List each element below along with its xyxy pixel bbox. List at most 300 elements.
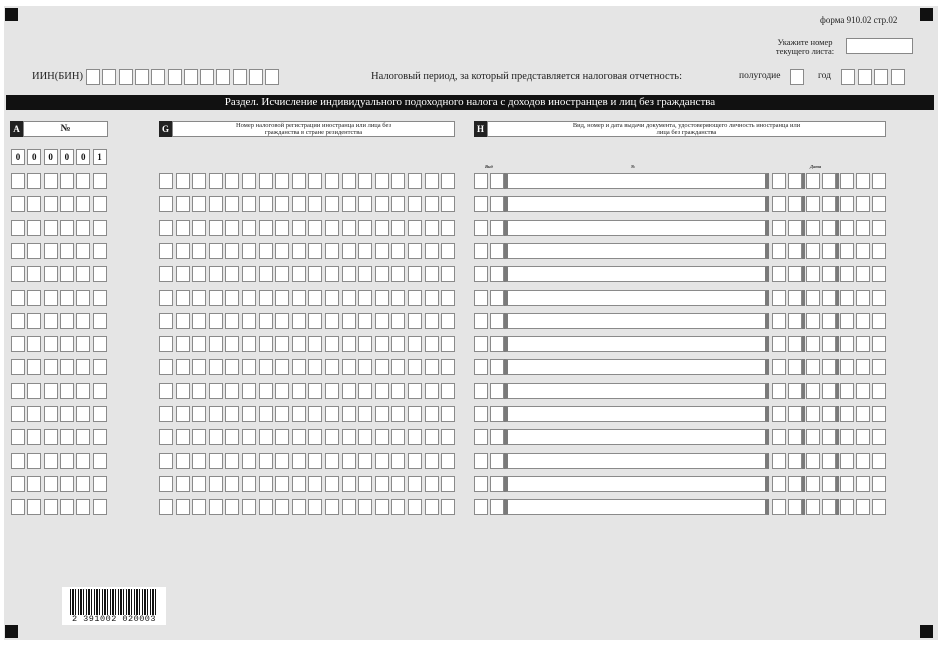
row-number-cell[interactable] <box>11 243 25 259</box>
doc-type-cell[interactable] <box>490 313 504 329</box>
registration-number-cell[interactable] <box>342 499 356 515</box>
iin-cell[interactable] <box>135 69 149 85</box>
registration-number-cell[interactable] <box>408 173 422 189</box>
registration-number-cell[interactable] <box>259 266 273 282</box>
registration-number-cell[interactable] <box>425 196 439 212</box>
doc-date-cell[interactable] <box>772 359 786 375</box>
doc-type-cell[interactable] <box>474 266 488 282</box>
doc-date-cell[interactable] <box>806 313 820 329</box>
registration-number-cell[interactable] <box>375 499 389 515</box>
registration-number-cell[interactable] <box>292 173 306 189</box>
registration-number-cell[interactable] <box>225 266 239 282</box>
row-number-cell[interactable] <box>93 196 107 212</box>
registration-number-cell[interactable] <box>292 453 306 469</box>
row-number-cell[interactable] <box>93 406 107 422</box>
row-number-cell[interactable] <box>76 266 90 282</box>
registration-number-cell[interactable] <box>391 173 405 189</box>
doc-date-cell[interactable] <box>806 359 820 375</box>
doc-type-cell[interactable] <box>474 313 488 329</box>
registration-number-cell[interactable] <box>342 406 356 422</box>
registration-number-cell[interactable] <box>358 383 372 399</box>
doc-date-cell[interactable] <box>788 499 802 515</box>
doc-date-cell[interactable] <box>772 243 786 259</box>
registration-number-cell[interactable] <box>192 406 206 422</box>
registration-number-cell[interactable] <box>358 453 372 469</box>
registration-number-cell[interactable] <box>192 429 206 445</box>
doc-date-cell[interactable] <box>822 266 836 282</box>
doc-date-cell[interactable] <box>856 383 870 399</box>
registration-number-cell[interactable] <box>375 196 389 212</box>
row-number-cell[interactable] <box>76 196 90 212</box>
registration-number-cell[interactable] <box>242 429 256 445</box>
doc-type-cell[interactable] <box>490 453 504 469</box>
registration-number-cell[interactable] <box>176 453 190 469</box>
registration-number-cell[interactable] <box>358 359 372 375</box>
row-number-cell[interactable] <box>76 359 90 375</box>
registration-number-cell[interactable] <box>308 243 322 259</box>
iin-cell[interactable] <box>200 69 214 85</box>
doc-date-cell[interactable] <box>822 453 836 469</box>
doc-number-input[interactable] <box>504 290 769 306</box>
registration-number-cell[interactable] <box>159 383 173 399</box>
doc-date-cell[interactable] <box>840 499 854 515</box>
doc-date-cell[interactable] <box>772 429 786 445</box>
registration-number-cell[interactable] <box>325 313 339 329</box>
registration-number-cell[interactable] <box>225 290 239 306</box>
registration-number-cell[interactable] <box>325 429 339 445</box>
registration-number-cell[interactable] <box>242 173 256 189</box>
registration-number-cell[interactable] <box>242 290 256 306</box>
registration-number-cell[interactable] <box>408 499 422 515</box>
registration-number-cell[interactable] <box>176 429 190 445</box>
registration-number-cell[interactable] <box>441 313 455 329</box>
registration-number-cell[interactable] <box>159 266 173 282</box>
registration-number-cell[interactable] <box>275 243 289 259</box>
registration-number-cell[interactable] <box>192 290 206 306</box>
registration-number-cell[interactable] <box>342 453 356 469</box>
registration-number-cell[interactable] <box>259 406 273 422</box>
registration-number-cell[interactable] <box>441 476 455 492</box>
doc-date-cell[interactable] <box>856 196 870 212</box>
registration-number-cell[interactable] <box>176 266 190 282</box>
registration-number-cell[interactable] <box>358 196 372 212</box>
registration-number-cell[interactable] <box>192 359 206 375</box>
row-number-cell[interactable] <box>11 499 25 515</box>
registration-number-cell[interactable] <box>259 476 273 492</box>
registration-number-cell[interactable] <box>308 196 322 212</box>
doc-date-cell[interactable] <box>840 336 854 352</box>
registration-number-cell[interactable] <box>308 383 322 399</box>
registration-number-cell[interactable] <box>308 173 322 189</box>
registration-number-cell[interactable] <box>225 220 239 236</box>
registration-number-cell[interactable] <box>176 173 190 189</box>
doc-date-cell[interactable] <box>806 243 820 259</box>
row-number-cell[interactable] <box>60 453 74 469</box>
registration-number-cell[interactable] <box>275 220 289 236</box>
registration-number-cell[interactable] <box>391 406 405 422</box>
row-number-cell[interactable] <box>60 196 74 212</box>
row-number-cell[interactable] <box>60 243 74 259</box>
registration-number-cell[interactable] <box>259 290 273 306</box>
doc-date-cell[interactable] <box>788 406 802 422</box>
row-number-cell[interactable] <box>11 476 25 492</box>
registration-number-cell[interactable] <box>342 429 356 445</box>
doc-date-cell[interactable] <box>806 336 820 352</box>
registration-number-cell[interactable] <box>176 243 190 259</box>
registration-number-cell[interactable] <box>192 243 206 259</box>
doc-date-cell[interactable] <box>872 406 886 422</box>
doc-date-cell[interactable] <box>788 313 802 329</box>
row-number-cell[interactable] <box>76 336 90 352</box>
registration-number-cell[interactable] <box>292 336 306 352</box>
row-number-cell[interactable] <box>60 359 74 375</box>
registration-number-cell[interactable] <box>159 290 173 306</box>
registration-number-cell[interactable] <box>358 173 372 189</box>
doc-type-cell[interactable] <box>474 290 488 306</box>
doc-number-input[interactable] <box>504 266 769 282</box>
registration-number-cell[interactable] <box>225 173 239 189</box>
doc-type-cell[interactable] <box>490 243 504 259</box>
row-number-cell[interactable] <box>27 429 41 445</box>
row-number-cell[interactable] <box>44 173 58 189</box>
registration-number-cell[interactable] <box>325 476 339 492</box>
doc-date-cell[interactable] <box>806 266 820 282</box>
row-number-cell[interactable] <box>60 499 74 515</box>
doc-type-cell[interactable] <box>474 429 488 445</box>
doc-date-cell[interactable] <box>822 173 836 189</box>
registration-number-cell[interactable] <box>375 290 389 306</box>
registration-number-cell[interactable] <box>209 196 223 212</box>
registration-number-cell[interactable] <box>342 313 356 329</box>
registration-number-cell[interactable] <box>308 429 322 445</box>
doc-date-cell[interactable] <box>822 243 836 259</box>
registration-number-cell[interactable] <box>275 359 289 375</box>
registration-number-cell[interactable] <box>192 383 206 399</box>
registration-number-cell[interactable] <box>159 429 173 445</box>
registration-number-cell[interactable] <box>375 313 389 329</box>
doc-date-cell[interactable] <box>772 220 786 236</box>
registration-number-cell[interactable] <box>325 266 339 282</box>
doc-type-cell[interactable] <box>474 359 488 375</box>
registration-number-cell[interactable] <box>391 266 405 282</box>
registration-number-cell[interactable] <box>391 243 405 259</box>
registration-number-cell[interactable] <box>225 196 239 212</box>
registration-number-cell[interactable] <box>375 453 389 469</box>
registration-number-cell[interactable] <box>176 290 190 306</box>
row-number-cell[interactable] <box>76 499 90 515</box>
registration-number-cell[interactable] <box>275 336 289 352</box>
registration-number-cell[interactable] <box>441 196 455 212</box>
doc-date-cell[interactable] <box>788 290 802 306</box>
registration-number-cell[interactable] <box>425 173 439 189</box>
row-number-cell[interactable] <box>44 383 58 399</box>
registration-number-cell[interactable] <box>242 453 256 469</box>
registration-number-cell[interactable] <box>325 173 339 189</box>
registration-number-cell[interactable] <box>308 313 322 329</box>
doc-type-cell[interactable] <box>474 336 488 352</box>
doc-date-cell[interactable] <box>788 336 802 352</box>
doc-date-cell[interactable] <box>822 313 836 329</box>
registration-number-cell[interactable] <box>441 220 455 236</box>
row-number-cell[interactable] <box>11 336 25 352</box>
registration-number-cell[interactable] <box>391 336 405 352</box>
registration-number-cell[interactable] <box>441 406 455 422</box>
registration-number-cell[interactable] <box>308 476 322 492</box>
registration-number-cell[interactable] <box>159 453 173 469</box>
registration-number-cell[interactable] <box>391 290 405 306</box>
iin-cell[interactable] <box>233 69 247 85</box>
registration-number-cell[interactable] <box>242 359 256 375</box>
registration-number-cell[interactable] <box>391 429 405 445</box>
doc-date-cell[interactable] <box>822 499 836 515</box>
registration-number-cell[interactable] <box>159 336 173 352</box>
registration-number-cell[interactable] <box>292 313 306 329</box>
registration-number-cell[interactable] <box>425 476 439 492</box>
doc-number-input[interactable] <box>504 243 769 259</box>
registration-number-cell[interactable] <box>292 429 306 445</box>
doc-date-cell[interactable] <box>872 173 886 189</box>
registration-number-cell[interactable] <box>408 266 422 282</box>
registration-number-cell[interactable] <box>308 406 322 422</box>
doc-type-cell[interactable] <box>490 383 504 399</box>
doc-date-cell[interactable] <box>856 243 870 259</box>
half-year-input[interactable] <box>790 69 804 85</box>
registration-number-cell[interactable] <box>408 453 422 469</box>
doc-number-input[interactable] <box>504 173 769 189</box>
doc-date-cell[interactable] <box>872 429 886 445</box>
registration-number-cell[interactable] <box>342 336 356 352</box>
registration-number-cell[interactable] <box>209 313 223 329</box>
doc-type-cell[interactable] <box>474 220 488 236</box>
registration-number-cell[interactable] <box>308 290 322 306</box>
doc-date-cell[interactable] <box>872 476 886 492</box>
doc-date-cell[interactable] <box>856 220 870 236</box>
registration-number-cell[interactable] <box>441 429 455 445</box>
registration-number-cell[interactable] <box>391 196 405 212</box>
doc-type-cell[interactable] <box>490 220 504 236</box>
row-number-cell[interactable] <box>27 266 41 282</box>
registration-number-cell[interactable] <box>408 429 422 445</box>
registration-number-cell[interactable] <box>292 243 306 259</box>
doc-date-cell[interactable] <box>806 383 820 399</box>
iin-cell[interactable] <box>168 69 182 85</box>
registration-number-cell[interactable] <box>358 476 372 492</box>
registration-number-cell[interactable] <box>391 476 405 492</box>
registration-number-cell[interactable] <box>342 243 356 259</box>
row-number-cell[interactable] <box>44 336 58 352</box>
registration-number-cell[interactable] <box>358 499 372 515</box>
registration-number-cell[interactable] <box>275 453 289 469</box>
registration-number-cell[interactable] <box>358 429 372 445</box>
doc-number-input[interactable] <box>504 220 769 236</box>
row-number-cell[interactable] <box>11 359 25 375</box>
registration-number-cell[interactable] <box>192 196 206 212</box>
row-number-cell[interactable] <box>60 173 74 189</box>
row-number-cell[interactable] <box>27 313 41 329</box>
registration-number-cell[interactable] <box>425 499 439 515</box>
doc-type-cell[interactable] <box>490 359 504 375</box>
registration-number-cell[interactable] <box>192 453 206 469</box>
registration-number-cell[interactable] <box>242 336 256 352</box>
registration-number-cell[interactable] <box>342 196 356 212</box>
doc-date-cell[interactable] <box>822 359 836 375</box>
registration-number-cell[interactable] <box>425 383 439 399</box>
doc-date-cell[interactable] <box>822 383 836 399</box>
registration-number-cell[interactable] <box>209 406 223 422</box>
registration-number-cell[interactable] <box>375 383 389 399</box>
doc-number-input[interactable] <box>504 429 769 445</box>
registration-number-cell[interactable] <box>259 313 273 329</box>
registration-number-cell[interactable] <box>192 220 206 236</box>
doc-date-cell[interactable] <box>856 290 870 306</box>
registration-number-cell[interactable] <box>308 359 322 375</box>
doc-date-cell[interactable] <box>772 476 786 492</box>
doc-type-cell[interactable] <box>474 476 488 492</box>
registration-number-cell[interactable] <box>159 499 173 515</box>
doc-date-cell[interactable] <box>806 290 820 306</box>
row-number-cell[interactable] <box>93 290 107 306</box>
registration-number-cell[interactable] <box>209 359 223 375</box>
registration-number-cell[interactable] <box>176 220 190 236</box>
registration-number-cell[interactable] <box>408 383 422 399</box>
doc-date-cell[interactable] <box>788 359 802 375</box>
doc-date-cell[interactable] <box>806 453 820 469</box>
registration-number-cell[interactable] <box>275 290 289 306</box>
row-number-cell[interactable] <box>60 313 74 329</box>
doc-date-cell[interactable] <box>788 173 802 189</box>
registration-number-cell[interactable] <box>375 173 389 189</box>
registration-number-cell[interactable] <box>358 313 372 329</box>
registration-number-cell[interactable] <box>225 429 239 445</box>
row-number-cell[interactable] <box>93 383 107 399</box>
registration-number-cell[interactable] <box>259 243 273 259</box>
row-number-cell[interactable] <box>93 313 107 329</box>
doc-type-cell[interactable] <box>490 499 504 515</box>
row-number-cell[interactable] <box>44 406 58 422</box>
doc-number-input[interactable] <box>504 383 769 399</box>
doc-date-cell[interactable] <box>822 220 836 236</box>
doc-date-cell[interactable] <box>856 453 870 469</box>
doc-date-cell[interactable] <box>772 406 786 422</box>
registration-number-cell[interactable] <box>275 499 289 515</box>
doc-date-cell[interactable] <box>822 406 836 422</box>
doc-date-cell[interactable] <box>840 290 854 306</box>
registration-number-cell[interactable] <box>375 429 389 445</box>
registration-number-cell[interactable] <box>159 476 173 492</box>
sheet-number-input[interactable] <box>846 38 913 54</box>
registration-number-cell[interactable] <box>192 336 206 352</box>
year-cell[interactable] <box>891 69 905 85</box>
iin-cell[interactable] <box>265 69 279 85</box>
registration-number-cell[interactable] <box>225 499 239 515</box>
registration-number-cell[interactable] <box>292 383 306 399</box>
row-number-cell[interactable] <box>60 266 74 282</box>
row-number-cell[interactable] <box>76 429 90 445</box>
doc-date-cell[interactable] <box>772 290 786 306</box>
doc-date-cell[interactable] <box>772 336 786 352</box>
registration-number-cell[interactable] <box>242 196 256 212</box>
registration-number-cell[interactable] <box>342 359 356 375</box>
registration-number-cell[interactable] <box>441 290 455 306</box>
registration-number-cell[interactable] <box>325 243 339 259</box>
registration-number-cell[interactable] <box>325 220 339 236</box>
registration-number-cell[interactable] <box>292 220 306 236</box>
row-number-cell[interactable] <box>76 383 90 399</box>
doc-type-cell[interactable] <box>490 196 504 212</box>
doc-date-cell[interactable] <box>788 383 802 399</box>
registration-number-cell[interactable] <box>259 359 273 375</box>
row-number-cell[interactable] <box>11 313 25 329</box>
registration-number-cell[interactable] <box>159 406 173 422</box>
registration-number-cell[interactable] <box>292 406 306 422</box>
doc-number-input[interactable] <box>504 313 769 329</box>
doc-number-input[interactable] <box>504 406 769 422</box>
doc-date-cell[interactable] <box>856 336 870 352</box>
doc-date-cell[interactable] <box>840 243 854 259</box>
registration-number-cell[interactable] <box>225 406 239 422</box>
registration-number-cell[interactable] <box>391 499 405 515</box>
doc-date-cell[interactable] <box>840 220 854 236</box>
row-number-cell[interactable] <box>44 499 58 515</box>
registration-number-cell[interactable] <box>225 359 239 375</box>
iin-cell[interactable] <box>119 69 133 85</box>
registration-number-cell[interactable] <box>176 406 190 422</box>
registration-number-cell[interactable] <box>159 220 173 236</box>
doc-date-cell[interactable] <box>806 406 820 422</box>
doc-date-cell[interactable] <box>772 313 786 329</box>
registration-number-cell[interactable] <box>209 173 223 189</box>
doc-date-cell[interactable] <box>872 453 886 469</box>
registration-number-cell[interactable] <box>375 406 389 422</box>
registration-number-cell[interactable] <box>391 359 405 375</box>
registration-number-cell[interactable] <box>325 196 339 212</box>
registration-number-cell[interactable] <box>425 313 439 329</box>
row-number-cell[interactable] <box>27 243 41 259</box>
registration-number-cell[interactable] <box>176 476 190 492</box>
iin-cell[interactable] <box>151 69 165 85</box>
registration-number-cell[interactable] <box>441 499 455 515</box>
registration-number-cell[interactable] <box>225 453 239 469</box>
registration-number-cell[interactable] <box>209 266 223 282</box>
registration-number-cell[interactable] <box>242 406 256 422</box>
registration-number-cell[interactable] <box>325 453 339 469</box>
doc-date-cell[interactable] <box>872 499 886 515</box>
registration-number-cell[interactable] <box>375 266 389 282</box>
doc-date-cell[interactable] <box>856 406 870 422</box>
row-number-cell[interactable] <box>44 359 58 375</box>
registration-number-cell[interactable] <box>225 243 239 259</box>
doc-date-cell[interactable] <box>788 453 802 469</box>
registration-number-cell[interactable] <box>408 406 422 422</box>
registration-number-cell[interactable] <box>408 196 422 212</box>
doc-date-cell[interactable] <box>772 383 786 399</box>
registration-number-cell[interactable] <box>375 336 389 352</box>
iin-cell[interactable] <box>86 69 100 85</box>
registration-number-cell[interactable] <box>225 383 239 399</box>
doc-date-cell[interactable] <box>872 243 886 259</box>
iin-cell[interactable] <box>102 69 116 85</box>
registration-number-cell[interactable] <box>209 243 223 259</box>
row-number-cell[interactable] <box>11 173 25 189</box>
doc-date-cell[interactable] <box>788 196 802 212</box>
registration-number-cell[interactable] <box>242 266 256 282</box>
iin-cell[interactable] <box>184 69 198 85</box>
year-cell[interactable] <box>858 69 872 85</box>
registration-number-cell[interactable] <box>259 196 273 212</box>
row-number-cell[interactable] <box>44 266 58 282</box>
doc-type-cell[interactable] <box>474 499 488 515</box>
row-number-cell[interactable] <box>93 220 107 236</box>
